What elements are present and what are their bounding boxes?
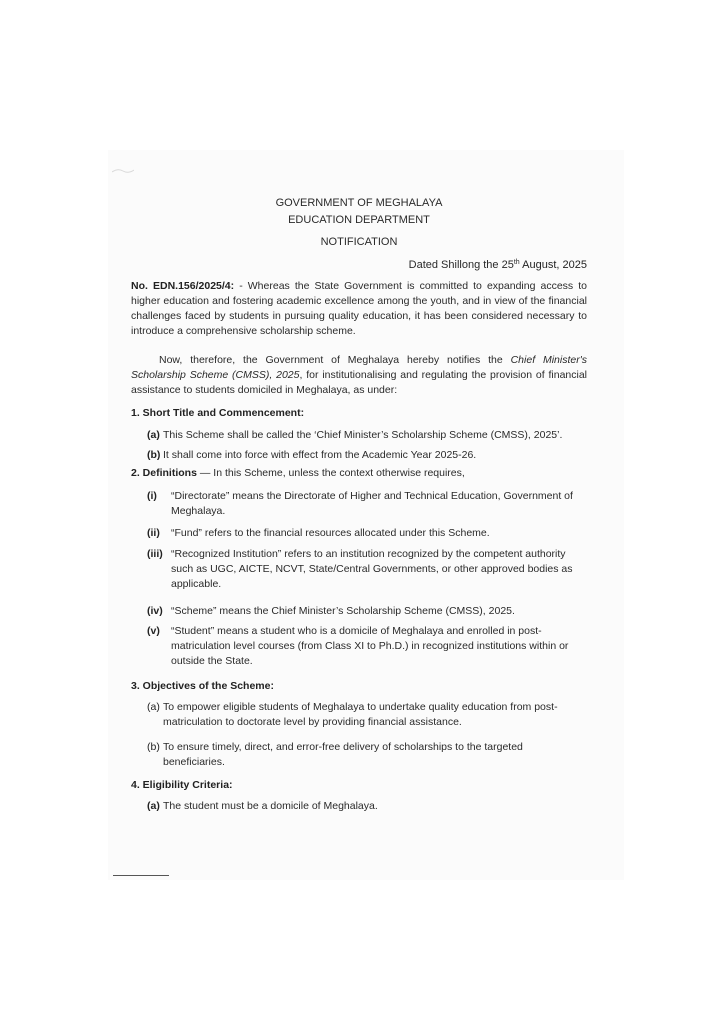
notice-paragraph — [131, 353, 587, 398]
section-2-heading — [131, 466, 587, 481]
definition-item — [147, 547, 587, 592]
item-marker: (b) — [147, 741, 160, 753]
section-4-heading: 4. Eligibility Criteria: — [131, 779, 233, 791]
eligibility-item — [147, 799, 587, 814]
item-marker: (iv) — [147, 605, 163, 617]
dated-day-suffix: th — [513, 259, 520, 266]
section-1-item-a — [147, 428, 587, 443]
notification-number: No. EDN.156/2025/4: — [131, 280, 235, 292]
government-heading: GOVERNMENT OF MEGHALAYA — [275, 197, 443, 209]
notice-text-after: , for institutionalising and regulating the provision of financial assistance to students domiciled in Meghalaya, as under: — [131, 369, 587, 396]
item-text: “Student” means a student who is a domicile of Meghalaya and enrolled in post-matriculation level courses (from Class XI to Ph.D.) in recognized institutions within or outside the State. — [171, 625, 569, 667]
item-text: “Directorate” means the Directorate of Higher and Technical Education, Government of Meghalaya. — [171, 490, 573, 517]
item-text: To empower eligible students of Meghalaya to undertake quality education from post-matriculation to doctorate level by providing financial assistance. — [163, 701, 558, 728]
definition-item — [147, 624, 587, 669]
item-marker: (b) — [147, 449, 161, 461]
item-text: “Recognized Institution” refers to an institution recognized by the competent authority such as UGC, AICTE, NCVT, State/Central Governments, or other approved bodies as applicable. — [171, 548, 573, 590]
section-3-heading: 3. Objectives of the Scheme: — [131, 680, 274, 692]
footer-rule — [113, 875, 169, 876]
preamble-paragraph — [131, 279, 587, 339]
objective-item — [147, 700, 587, 730]
section-1-heading: 1. Short Title and Commencement: — [131, 407, 305, 419]
dated-line — [409, 258, 587, 273]
dated-prefix: Dated Shillong the — [408, 259, 499, 271]
item-text: To ensure timely, direct, and error-free delivery of scholarships to the targeted beneficiaries. — [163, 741, 523, 768]
item-text: It shall come into force with effect from the Academic Year 2025-26. — [163, 449, 477, 461]
department-heading: EDUCATION DEPARTMENT — [288, 214, 430, 226]
item-marker: (iii) — [147, 548, 163, 560]
item-marker: (a) — [147, 701, 160, 713]
item-text: This Scheme shall be called the ‘Chief Minister’s Scholarship Scheme (CMSS), 2025’. — [163, 429, 563, 441]
dated-day: 25 — [501, 259, 514, 271]
dated-month-year: August, 2025 — [522, 259, 587, 271]
item-text: “Scheme” means the Chief Minister’s Scholarship Scheme (CMSS), 2025. — [171, 605, 515, 617]
definition-item — [147, 526, 587, 541]
definition-item — [147, 604, 587, 619]
objective-item — [147, 740, 587, 770]
section-1-item-b — [147, 448, 587, 463]
item-marker: (a) — [147, 429, 160, 441]
item-marker: (ii) — [147, 527, 160, 539]
item-marker: (i) — [147, 490, 157, 502]
item-text: “Fund” refers to the financial resources allocated under this Scheme. — [171, 527, 490, 539]
scan-smudge — [112, 168, 134, 174]
item-marker: (v) — [147, 625, 160, 637]
notice-text-before: Now, therefore, the Government of Meghalaya hereby notifies the — [159, 354, 511, 366]
preamble-text: - Whereas the State Government is committed to expanding access to higher education and fostering academic excellence among the youth, and in view of the financial challenges faced by students in pursuing quality education, it has been considered necessary to introduce a comprehensive scholarship scheme. — [131, 280, 587, 337]
item-text: The student must be a domicile of Meghalaya. — [163, 800, 378, 812]
notification-heading: NOTIFICATION — [320, 236, 398, 248]
scheme-name: Chief Minister's Scholarship Scheme (CMSS), 2025 — [131, 354, 587, 381]
section-2-title: 2. Definitions — [131, 467, 197, 479]
section-2-intro: — In this Scheme, unless the context otherwise requires, — [196, 467, 465, 479]
item-marker: (a) — [147, 800, 160, 812]
definition-item — [147, 489, 587, 519]
